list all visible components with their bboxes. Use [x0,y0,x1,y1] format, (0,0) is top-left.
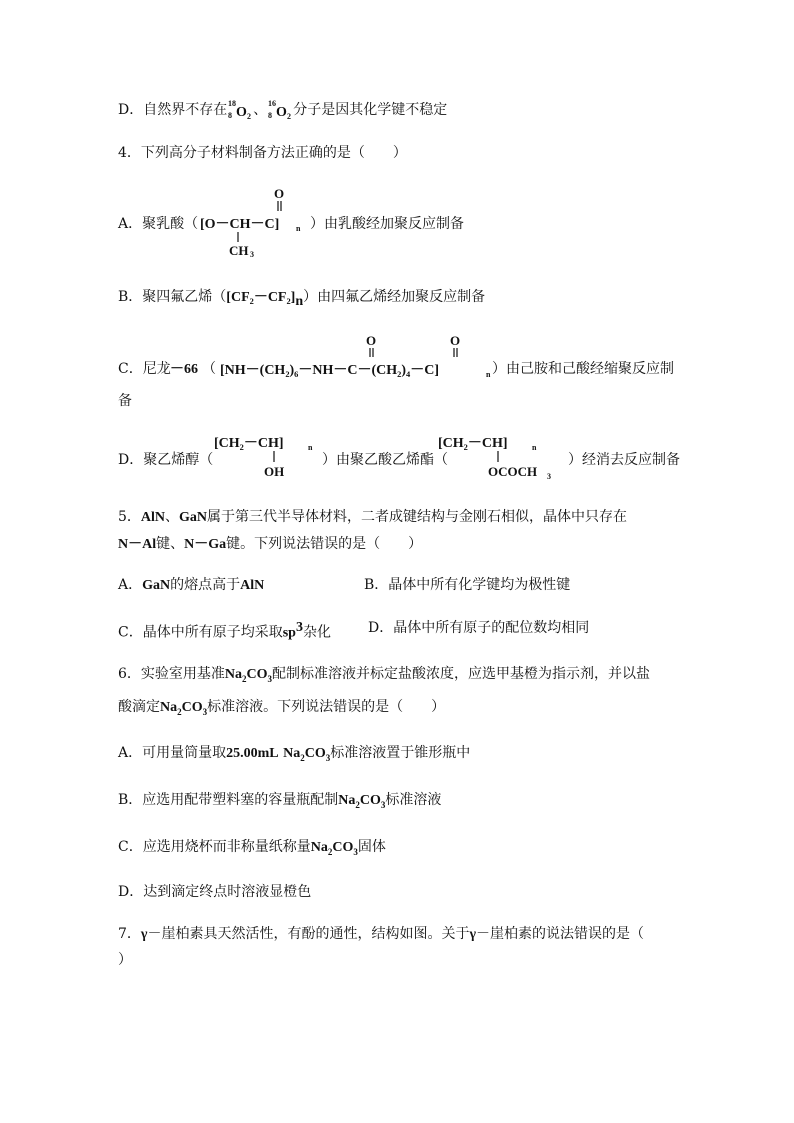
option-text: A．聚乳酸（ [118,216,199,232]
polyvinyl-alcohol-structure [212,432,320,482]
question-number: 7． [118,926,141,942]
svg-text:[NH－(CH₂)₆－NH－C－(CH₂)₄－C]: [NH－(CH₂)₆－NH－C－(CH₂)₄－C] [220,363,439,378]
option-text: 分子是因其化学键不稳定 [293,102,448,118]
svg-text:n: n [296,224,301,233]
option-text: 的熔点高于 [170,577,241,593]
q5-option-a [118,575,264,596]
svg-text:O: O [276,105,288,120]
q6-option-a [118,743,470,768]
question-6-stem-line2 [118,697,445,722]
q3-option-d [118,99,447,121]
option-text: ）经消去反应制备 [568,452,680,468]
svg-text:OCOCH: OCOCH [488,464,538,479]
option-text: ）由四氟乙烯经加聚反应制备 [303,289,486,305]
option-text: 固体 [357,839,386,855]
question-5-stem-line1 [118,507,627,528]
nylon-66-structure [218,334,498,382]
option-text: C．尼龙 [118,361,171,377]
open-paren: （ [202,361,216,377]
svg-text:n: n [486,370,491,379]
superscript-3: 3 [295,620,303,635]
q6-option-b [118,790,441,815]
stem-text: 配制标准溶液并标定盐酸浓度，应选甲基橙为指示剂，并以盐 [272,666,651,682]
question-7-stem-line2: ） [118,952,132,968]
question-6-stem-line1 [118,664,650,689]
question-4-stem: 4．下列高分子材料制备方法正确的是（ ） [118,145,407,161]
svg-text:CH: CH [229,243,249,257]
question-number: 5． [118,509,141,525]
stem-text: 键、 [156,536,185,552]
gamma-symbol: γ [140,927,148,942]
option-text: D．聚乙烯醇（ [118,452,214,468]
svg-text:18: 18 [228,99,237,108]
svg-text:8: 8 [228,111,233,120]
svg-text:O: O [274,186,285,201]
q6-option-d: D．达到滴定终点时溶液显橙色 [118,884,312,900]
option-text: ）由己胺和己酸经缩聚反应制 [492,361,674,377]
ptfe-formula: [CF₂－CF₂] [226,290,296,305]
stem-text: 标准溶液。下列说法错误的是（ ） [207,699,446,715]
formula-gan: GaN [142,578,171,593]
option-label: A． [118,577,143,593]
svg-text:OH: OH [264,464,285,479]
stem-text: 键。下列说法错误的是（ ） [226,536,423,552]
separator: 、 [165,509,180,525]
svg-text:2: 2 [287,112,292,121]
option-text: 标准溶液置于锥形瓶中 [330,745,471,761]
formula-na2co3: $Na_2CO_3$ [310,840,358,857]
question-5-stem-line2 [118,534,422,555]
q4-option-c-continuation: 备 [118,393,132,409]
option-text: ）由聚乙酸乙烯酯（ [322,452,448,468]
svg-text:8: 8 [268,111,273,120]
svg-text:O: O [450,334,461,348]
stem-text: －崖柏素具天然活性，有酚的通性，结构如图。关于 [147,926,470,942]
svg-text:3: 3 [250,250,254,257]
bond-n-al: N－Al [118,537,157,552]
option-text: B．聚四氟乙烯（ [118,289,227,305]
option-text: C．晶体中所有原子均采取 [118,624,283,641]
svg-text:2: 2 [247,112,252,121]
svg-text:[O－CH－C]: [O－CH－C] [200,217,280,232]
nylon-number: －66 [170,362,198,377]
stem-text: 属于第三代半导体材料，二者成键结构与金刚石相似，晶体中只存在 [207,509,628,525]
isotope-o18-formula [227,99,253,121]
q5-option-d: D．晶体中所有原子的配位数均相同 [368,620,590,636]
formula-na2co3: $Na_2CO_3$ [160,700,208,717]
q5-option-c [118,618,331,644]
stem-text: －崖柏素的说法错误的是（ [476,926,645,942]
hybrid-sp: sp [282,625,296,641]
polylactic-acid-structure [198,185,308,257]
option-text: ）由乳酸经加聚反应制备 [310,216,464,232]
svg-text:O: O [366,334,377,348]
svg-text:3: 3 [547,472,551,481]
q4-option-b [118,287,485,312]
option-text: 杂化 [302,624,331,641]
formula-na2co3: $Na_2CO_3$ [338,793,386,810]
stem-text: 酸滴定 [118,699,160,715]
formula-gan: GaN [179,510,208,525]
formula-na2co3: $Na_2CO_3$ [283,746,331,763]
formula-aln: AlN [240,578,265,593]
svg-text:[CH₂－CH]: [CH₂－CH] [438,436,508,451]
bond-n-ga: N－Ga [184,537,227,552]
option-text: 标准溶液 [385,792,442,808]
question-7-stem-line1 [118,924,644,945]
q5-option-b: B．晶体中所有化学键均为极性键 [364,577,571,593]
polyvinyl-acetate-structure [436,432,564,482]
isotope-o16-formula [267,99,293,121]
option-text: B．应选用配带塑料塞的容量瓶配制 [118,792,339,808]
svg-text:O: O [236,105,248,120]
volume-value: 25.00mL [226,746,279,761]
svg-text:n: n [308,443,313,452]
separator: 、 [253,102,268,118]
svg-text:n: n [532,443,537,452]
svg-text:[CH₂－CH]: [CH₂－CH] [214,436,284,451]
option-text: A．可用量筒量取 [118,745,227,761]
stem-text: 6．实验室用基准 [118,666,225,682]
option-text: C．应选用烧杯而非称量纸称量 [118,839,311,855]
subscript-n: n [295,293,304,309]
formula-aln: AlN [140,510,166,525]
gamma-symbol: γ [469,927,477,942]
q6-option-c [118,837,386,862]
svg-text:16: 16 [268,99,277,108]
formula-na2co3: $Na_2CO_3$ [224,667,273,684]
option-text: D．自然界不存在 [118,102,228,118]
